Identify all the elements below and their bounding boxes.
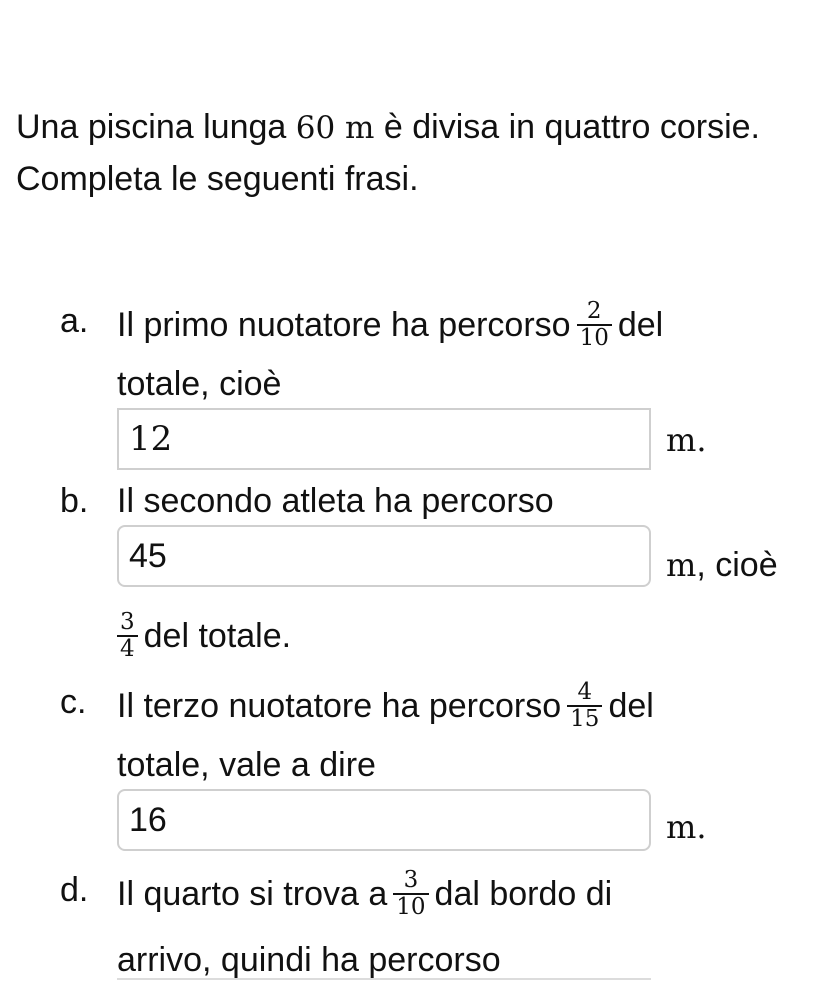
item-a-fraction (577, 299, 612, 351)
item-a-unit (666, 420, 707, 460)
item-b-unit-rest: , cioè (696, 546, 778, 584)
item-d-fraction-denominator: 10 (396, 894, 426, 920)
item-d-text-after: dal bordo di (434, 874, 613, 913)
item-c-fraction-denominator: 15 (570, 706, 600, 732)
item-b-line3 (111, 609, 292, 664)
item-b-unit (666, 545, 778, 585)
item-b-fraction-numerator: 3 (117, 610, 138, 637)
item-b-answer-field[interactable]: 45 (117, 525, 651, 587)
item-c-line1 (117, 679, 654, 734)
item-b-letter: b. (60, 482, 89, 520)
item-c-fraction-numerator: 4 (567, 680, 602, 707)
item-d-line2: arrivo, quindi ha percorso (117, 941, 501, 979)
item-c-letter: c. (60, 683, 87, 721)
item-d-fraction (393, 868, 428, 920)
item-b-fraction (117, 610, 138, 662)
item-a-text: Il primo nuotatore ha percorso (117, 305, 571, 344)
item-a-line2: totale, cioè (117, 365, 282, 403)
item-c-unit (666, 807, 707, 847)
item-d-text: Il quarto si trova a (117, 874, 388, 913)
item-d-answer-field-partial[interactable] (117, 978, 651, 990)
item-c-answer-field[interactable]: 16 (117, 789, 651, 851)
item-a-text-after: del (617, 305, 664, 344)
item-c-unit-text: m. (666, 808, 707, 846)
intro-text-end: è divisa in quattro corsie. (374, 108, 760, 146)
item-c-fraction (567, 680, 602, 732)
item-d-line1 (117, 867, 613, 922)
item-b-text-after: del totale. (143, 616, 292, 655)
item-a-letter: a. (60, 302, 89, 340)
item-d-fraction-numerator: 3 (393, 868, 428, 895)
item-c-line2: totale, vale a dire (117, 746, 376, 784)
item-a-fraction-denominator: 10 (579, 325, 609, 351)
item-a-line1 (117, 298, 664, 353)
problem-statement (16, 102, 796, 205)
item-a-unit-text: m. (666, 421, 707, 459)
item-d-letter: d. (60, 871, 89, 909)
instruction-text: Completa le seguenti frasi. (16, 160, 419, 198)
item-a-fraction-numerator: 2 (577, 299, 612, 326)
pool-length-value: 60 m (295, 110, 375, 146)
intro-text-start: Una piscina lunga (16, 108, 296, 146)
item-c-text: Il terzo nuotatore ha percorso (117, 686, 562, 725)
item-a-answer-field[interactable]: 12 (117, 408, 651, 470)
item-b-line1: Il secondo atleta ha percorso (117, 482, 554, 520)
item-b-fraction-denominator: 4 (120, 636, 135, 662)
item-c-text-after: del (608, 686, 654, 725)
item-b-unit-m: m (666, 546, 697, 584)
